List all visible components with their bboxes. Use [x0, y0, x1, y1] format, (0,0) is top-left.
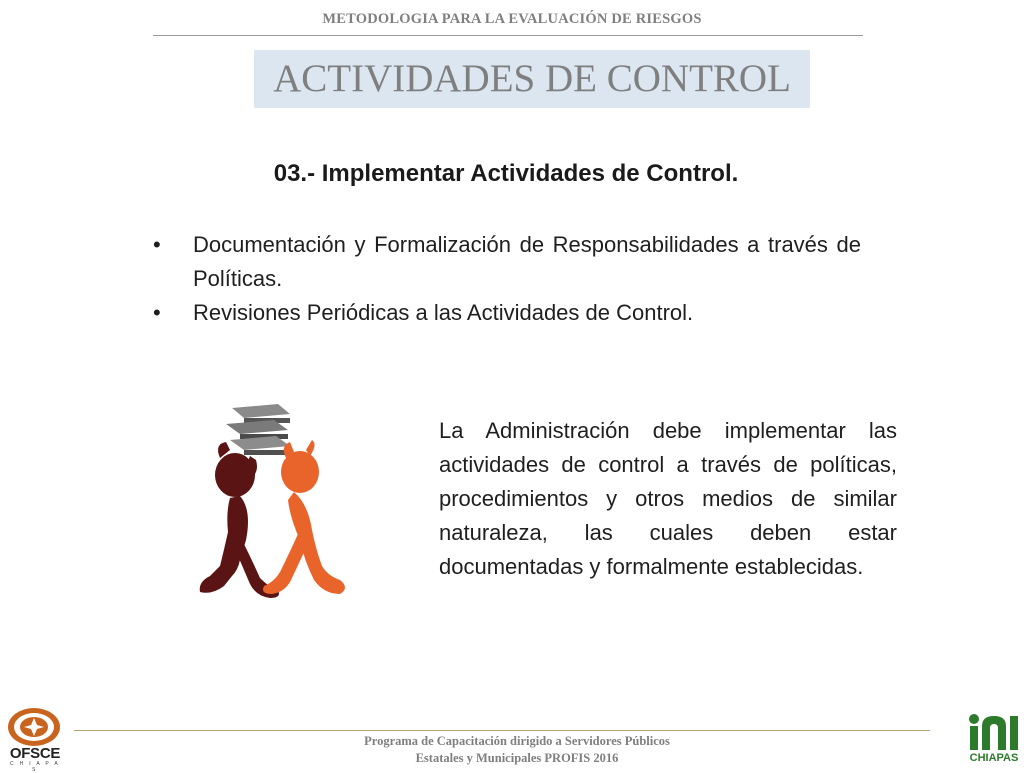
bullet-item: [153, 296, 861, 330]
two-figures-carrying-books-icon: [190, 400, 360, 605]
slide-subtitle: 03.- Implementar Actividades de Control.: [273, 160, 739, 187]
footer-divider: [74, 730, 930, 731]
bullet-list: [153, 228, 861, 330]
footer-line-1: Programa de Capacitación dirigido a Servidores Públicos: [364, 734, 670, 748]
ofsce-logo-subtitle: C H I A P A S: [10, 761, 60, 773]
dark-figure-icon: [200, 442, 279, 598]
slide-title: ACTIVIDADES DE CONTROL: [273, 57, 791, 100]
bullet-item: [153, 228, 861, 296]
bullet-dot-icon: •: [153, 232, 161, 257]
footer-text: [0, 733, 1024, 767]
bullet-text: Revisiones Periódicas a las Actividades de Control.: [193, 300, 694, 325]
orange-figure-icon: [263, 440, 345, 594]
iap-logo-icon: [966, 712, 1022, 752]
header-divider: [153, 35, 863, 36]
ofsce-logo-name: OFSCE: [9, 745, 61, 762]
slide-paragraph: La Administración debe implementar las actividades de control a través de políticas, procedimientos y otros medios de similar naturaleza, las cuales deben estar documentadas y formalmente establecidas.: [439, 418, 897, 579]
slide-title-box: [254, 50, 810, 108]
bullet-text: Documentación y Formalización de Responsabilidades a través de Políticas.: [193, 232, 861, 291]
footer-line-2: Estatales y Municipales PROFIS 2016: [415, 751, 619, 765]
header-title: METODOLOGIA PARA LA EVALUACIÓN DE RIESGOS: [322, 11, 702, 27]
iap-logo-name: CHIAPAS: [969, 752, 1019, 764]
book-stack-icon: [226, 404, 290, 455]
bullet-dot-icon: •: [153, 300, 161, 325]
